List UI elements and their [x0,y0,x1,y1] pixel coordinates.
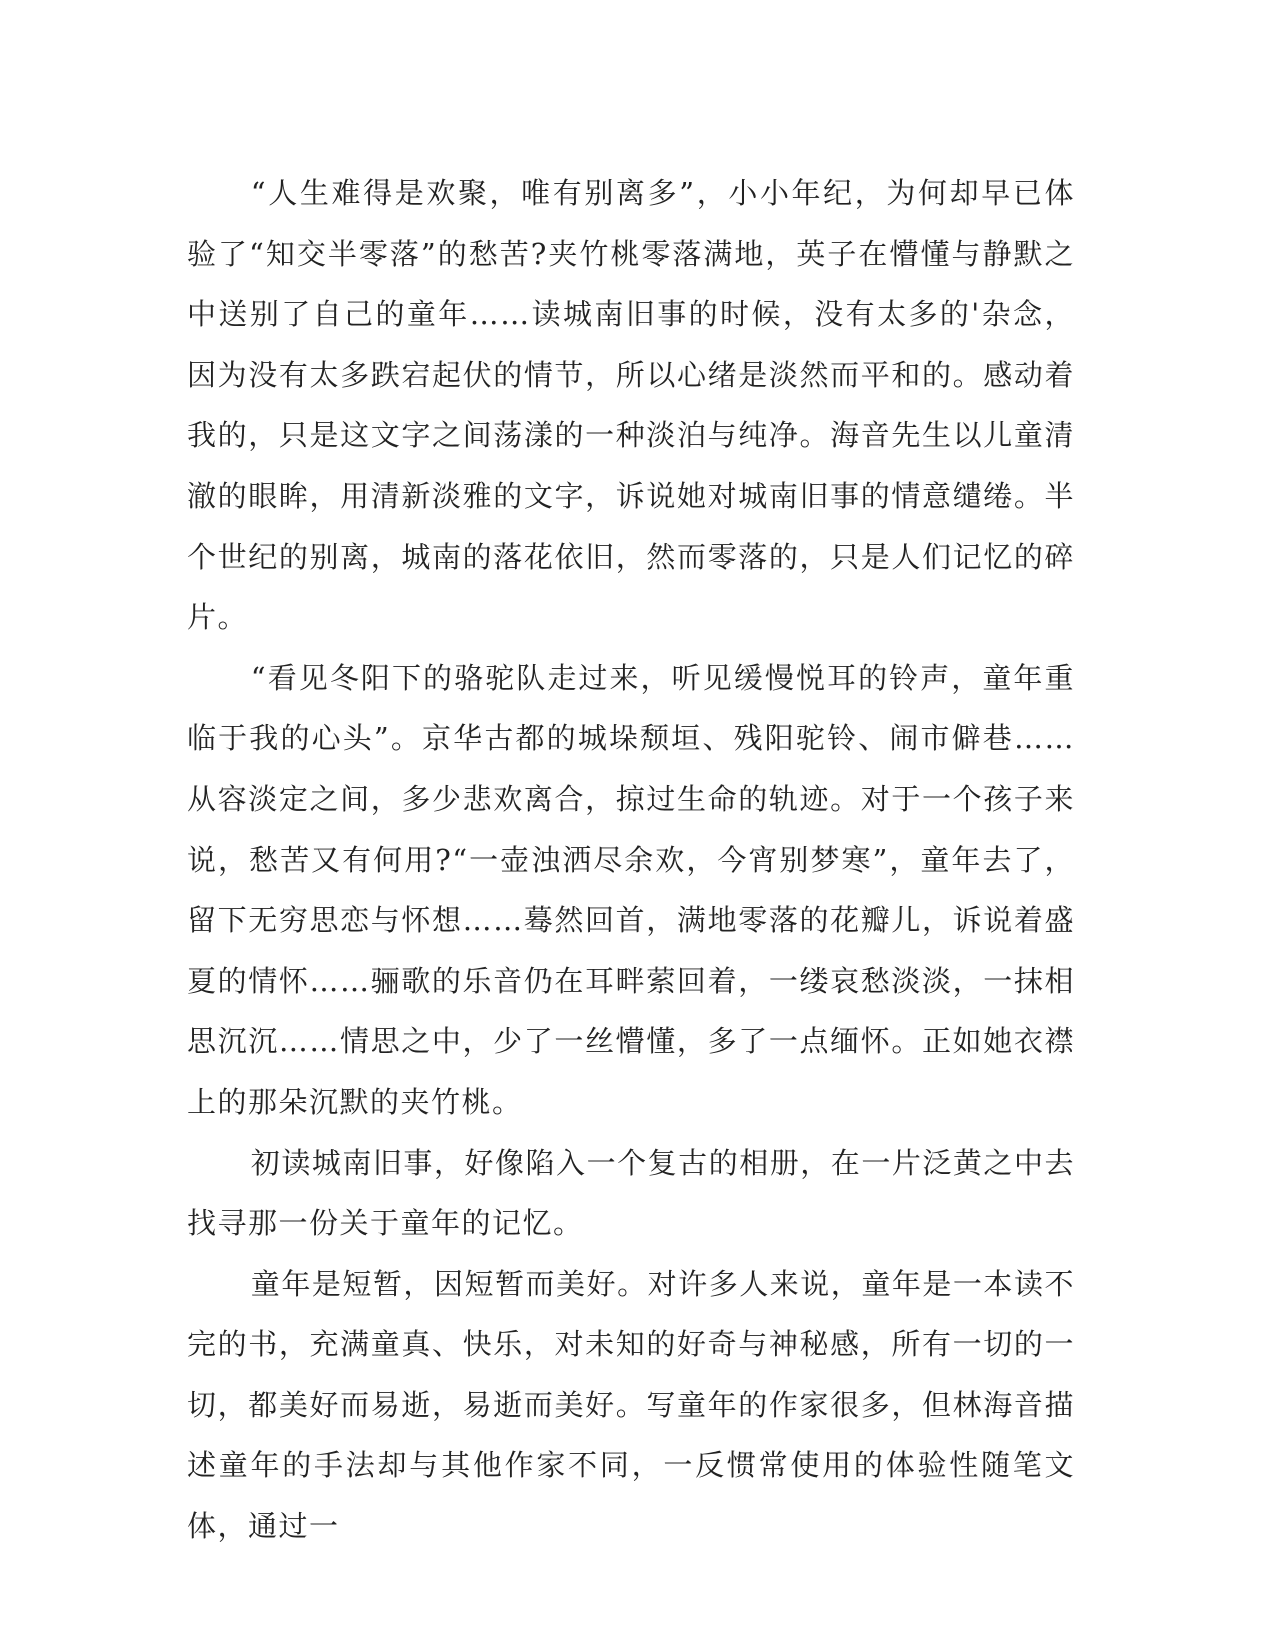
paragraph-1: “人生难得是欢聚，唯有别离多”，小小年纪，为何却早已体验了“知交半零落”的愁苦?夹竹桃零落满地，英子在懵懂与静默之中送别了自己的童年……读城南旧事的时候，没有太多的'杂念，因为没有太多跌宕起伏的情节，所以心绪是淡然而平和的。感动着我的，只是这文字之间荡漾的一种淡泊与纯净。海音先生以儿童清澈的眼眸，用清新淡雅的文字，诉说她对城南旧事的情意缱绻。半个世纪的别离，城南的落花依旧，然而零落的，只是人们记忆的碎片。 [187,176,1075,635]
paragraph-4: 童年是短暂，因短暂而美好。对许多人来说，童年是一本读不完的书，充满童真、快乐，对未知的好奇与神秘感，所有一切的一切，都美好而易逝，易逝而美好。写童年的作家很多，但林海音描述童年的手法却与其他作家不同，一反惯常使用的体验性随笔文体，通过一 [187,1266,1075,1544]
document-body [187,163,1075,1557]
paragraph-2: “看见冬阳下的骆驼队走过来，听见缓慢悦耳的铃声，童年重临于我的心头”。京华古都的城垛颓垣、残阳驼铃、闹市僻巷……从容淡定之间，多少悲欢离合，掠过生命的轨迹。对于一个孩子来说，愁苦又有何用?“一壶浊洒尽余欢，今宵别梦寒”，童年去了，留下无穷思恋与怀想……蓦然回首，满地零落的花瓣儿，诉说着盛夏的情怀……骊歌的乐音仍在耳畔萦回着，一缕哀愁淡淡，一抹相思沉沉……情思之中，少了一丝懵懂，多了一点缅怀。正如她衣襟上的那朵沉默的夹竹桃。 [187,660,1075,1119]
paragraph-3: 初读城南旧事，好像陷入一个复古的相册，在一片泛黄之中去找寻那一份关于童年的记忆。 [187,1145,1075,1241]
